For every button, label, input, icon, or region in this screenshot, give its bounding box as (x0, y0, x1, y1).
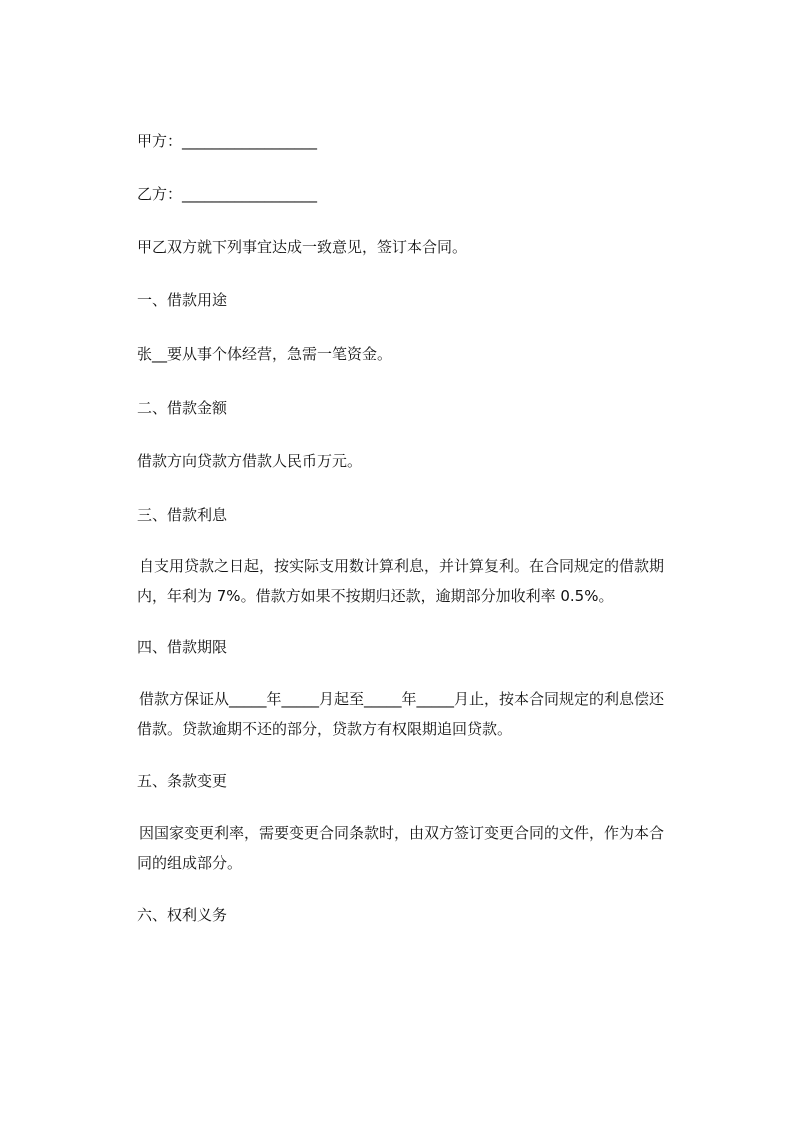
intro-text: 甲乙双方就下列事宜达成一致意见，签订本合同。 (137, 238, 468, 256)
party-a-line: 甲方：__________________ (137, 132, 318, 150)
section-heading-purpose: 一、借款用途 (137, 291, 228, 309)
paragraph-line: 同的组成部分。 (137, 854, 243, 872)
section-heading-amount: 二、借款金额 (137, 399, 228, 417)
section-heading-rights: 六、权利义务 (137, 906, 228, 924)
section-heading-interest: 三、借款利息 (137, 506, 228, 524)
section-body-interest (137, 551, 703, 611)
paragraph-line: 因国家变更利率，需要变更合同条款时，由双方签订变更合同的文件，作为本合 (139, 824, 665, 842)
section-body-term (137, 684, 703, 744)
section-heading-term: 四、借款期限 (137, 638, 228, 656)
section-body-amendment (137, 818, 703, 878)
section-body-amount: 借款方向贷款方借款人民币万元。 (137, 452, 363, 470)
paragraph-line: 借款。贷款逾期不还的部分，贷款方有权限期追回贷款。 (137, 720, 513, 738)
paragraph-line: 借款方保证从_____年_____月起至_____年_____月止，按本合同规定的利息偿还 (139, 690, 665, 708)
section-heading-amendment: 五、条款变更 (137, 772, 228, 790)
party-b-line: 乙方：__________________ (137, 185, 318, 203)
section-body-purpose: 张__要从事个体经营，急需一笔资金。 (137, 345, 393, 363)
paragraph-line: 内，年利为 7%。借款方如果不按期归还款，逾期部分加收利率 0.5%。 (137, 587, 614, 605)
paragraph-line: 自支用贷款之日起，按实际支用数计算利息，并计算复利。在合同规定的借款期 (139, 557, 665, 575)
